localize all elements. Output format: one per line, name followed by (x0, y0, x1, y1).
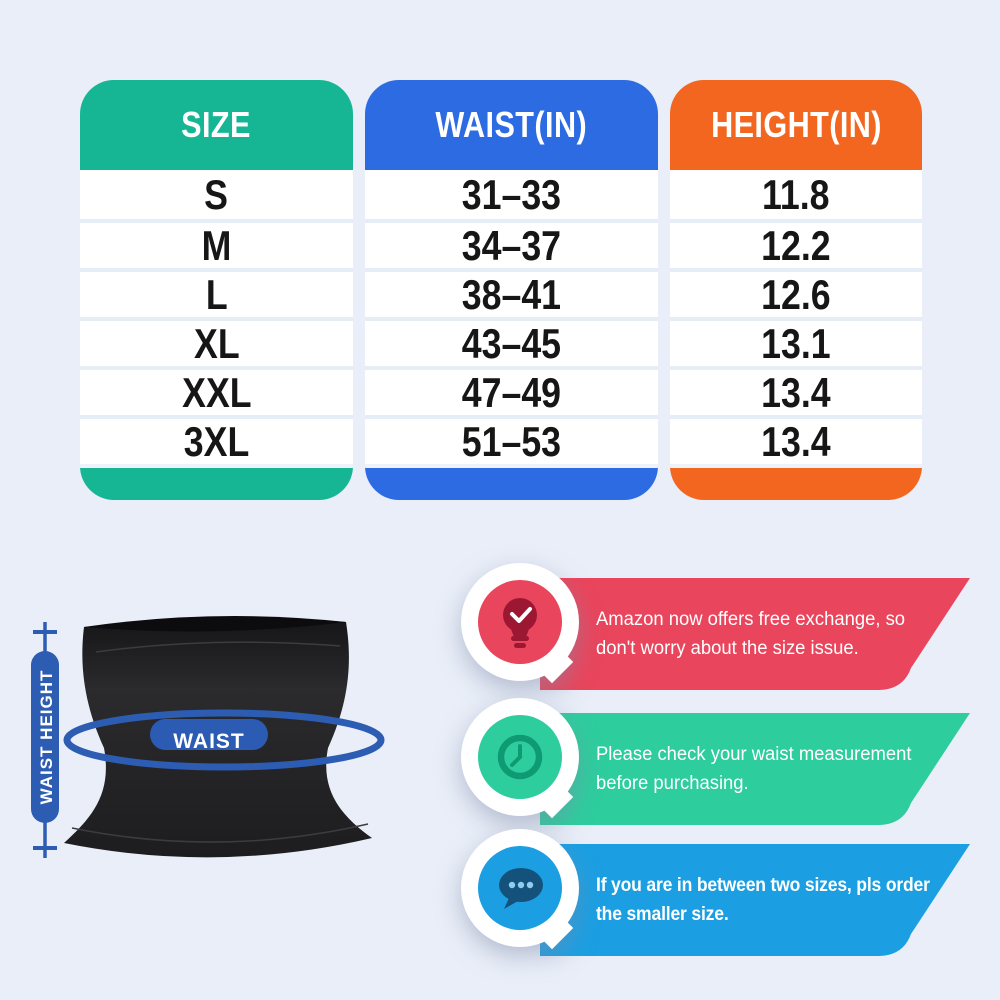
table-row (80, 219, 353, 268)
cell-size-xl: XL (193, 319, 240, 367)
table-row (670, 415, 922, 464)
table-row (670, 366, 922, 415)
table-row (80, 317, 353, 366)
size-column-footer (80, 464, 353, 500)
waist-column-header (365, 80, 658, 170)
table-row (80, 415, 353, 464)
table-row (365, 366, 658, 415)
cell-height-l: 12.6 (761, 270, 831, 318)
chat-dots-icon (478, 846, 562, 930)
cell-waist-s: 31–33 (461, 170, 562, 218)
callout-between-sizes (461, 829, 986, 957)
callout-text (596, 844, 930, 956)
table-row (365, 268, 658, 317)
size-column (80, 80, 353, 500)
cell-waist-xl: 43–45 (461, 319, 562, 367)
height-column-footer (670, 464, 922, 500)
table-row (670, 268, 922, 317)
cell-waist-3xl: 51–53 (461, 417, 562, 465)
callout-icon-badge (461, 829, 579, 947)
cell-size-m: M (201, 221, 232, 269)
height-column (670, 80, 922, 500)
size-header-label: SIZE (181, 104, 252, 145)
cell-height-3xl: 13.4 (761, 417, 831, 465)
callout-check-measurement (461, 698, 986, 826)
cell-size-s: S (204, 170, 229, 218)
waist-column (365, 80, 658, 500)
table-row (365, 317, 658, 366)
size-column-header (80, 80, 353, 170)
callout-text-line1: If you are in between two sizes, pls order (596, 874, 930, 896)
cell-waist-l: 38–41 (461, 270, 562, 318)
waist-height-measure (31, 622, 59, 858)
cell-height-xxl: 13.4 (761, 368, 831, 416)
table-row (365, 219, 658, 268)
height-column-header (670, 80, 922, 170)
callout-free-exchange (461, 563, 986, 691)
table-row (670, 170, 922, 219)
table-row (365, 170, 658, 219)
cell-waist-xxl: 47–49 (461, 368, 562, 416)
waist-header-label: WAIST(IN) (435, 104, 588, 145)
cell-waist-m: 34–37 (461, 221, 562, 269)
callout-text (596, 713, 912, 825)
cell-height-m: 12.2 (761, 221, 831, 269)
table-row (670, 317, 922, 366)
table-row (80, 170, 353, 219)
cell-height-s: 11.8 (762, 170, 830, 218)
callout-text-line1: Please check your waist measurement (596, 744, 912, 765)
waist-trainer-illustration (10, 580, 430, 890)
callout-text-line2: don't worry about the size issue. (596, 638, 859, 659)
table-row (670, 219, 922, 268)
table-row (80, 366, 353, 415)
waist-tag-label: WAIST (173, 730, 245, 753)
clock-icon (478, 715, 562, 799)
callout-icon-badge (461, 563, 579, 681)
cell-size-l: L (205, 270, 228, 318)
cell-height-xl: 13.1 (761, 319, 831, 367)
table-row (365, 415, 658, 464)
callout-icon-badge (461, 698, 579, 816)
callout-text-line1: Amazon now offers free exchange, so (596, 609, 906, 630)
waist-height-label: WAIST HEIGHT (37, 669, 56, 805)
cell-size-3xl: 3XL (183, 417, 250, 465)
waist-column-footer (365, 464, 658, 500)
callout-text-line2: the smaller size. (596, 903, 729, 925)
callout-text-line2: before purchasing. (596, 773, 749, 794)
lightbulb-check-icon (478, 580, 562, 664)
cell-size-xxl: XXL (181, 368, 252, 416)
height-header-label: HEIGHT(IN) (710, 104, 882, 145)
callout-text (596, 578, 905, 690)
table-row (80, 268, 353, 317)
